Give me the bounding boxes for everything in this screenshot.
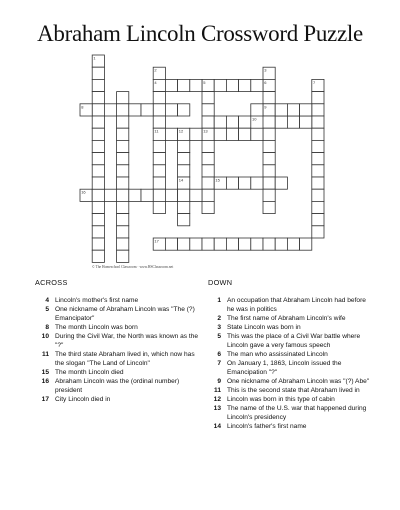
grid-cell[interactable] — [226, 79, 238, 91]
grid-cell[interactable] — [263, 165, 275, 177]
across-heading: ACROSS — [35, 278, 68, 287]
clue-number: 15 — [41, 369, 49, 376]
grid-cell[interactable] — [312, 201, 324, 213]
grid-cell[interactable] — [92, 128, 104, 140]
grid-cell[interactable] — [178, 165, 190, 177]
grid-cell[interactable] — [117, 214, 129, 226]
grid-cell[interactable] — [153, 153, 165, 165]
clue-text: The third state Abraham lived in, which now has the slogan "The Land of Lincoln" — [55, 351, 195, 367]
grid-cell[interactable] — [263, 177, 275, 189]
clue-text: City Lincoln died in — [55, 396, 111, 403]
grid-cell[interactable] — [165, 104, 177, 116]
clue-number: 17 — [41, 396, 49, 403]
clue-number: 6 — [217, 351, 221, 358]
grid-cell[interactable] — [239, 238, 251, 250]
grid-cell[interactable] — [202, 153, 214, 165]
clue-number: 16 — [41, 378, 49, 385]
grid-clue-number: 2 — [154, 67, 157, 73]
grid-cell[interactable] — [263, 189, 275, 201]
grid-cell[interactable] — [312, 116, 324, 128]
grid-cell[interactable] — [239, 79, 251, 91]
clue-item — [206, 377, 371, 386]
clue-number: 5 — [217, 333, 221, 340]
grid-cell[interactable] — [117, 189, 129, 201]
grid-cell[interactable] — [226, 177, 238, 189]
grid-cell[interactable] — [202, 104, 214, 116]
grid-cell[interactable] — [117, 250, 129, 262]
clue-number: 11 — [214, 387, 221, 394]
grid-clue-number: 5 — [203, 79, 206, 85]
grid-clue-number: 11 — [154, 128, 159, 134]
grid-cell[interactable] — [287, 116, 299, 128]
grid-cell[interactable] — [312, 214, 324, 226]
grid-cell[interactable] — [92, 104, 104, 116]
grid-cell[interactable] — [92, 214, 104, 226]
grid-cell[interactable] — [129, 104, 141, 116]
grid-cell[interactable] — [226, 238, 238, 250]
grid-cell[interactable] — [239, 128, 251, 140]
grid-cell[interactable] — [251, 128, 263, 140]
clue-number: 14 — [213, 423, 221, 430]
clue-number: 4 — [45, 297, 49, 304]
grid-cell[interactable] — [263, 201, 275, 213]
clue-number: 2 — [217, 315, 221, 322]
grid-cell[interactable] — [202, 92, 214, 104]
clue-item — [34, 323, 199, 332]
grid-cell[interactable] — [312, 128, 324, 140]
clue-item — [206, 332, 371, 350]
grid-cell[interactable] — [153, 92, 165, 104]
grid-cell[interactable] — [202, 177, 214, 189]
grid-cell[interactable] — [92, 226, 104, 238]
down-clue-list — [206, 296, 371, 431]
grid-cell[interactable] — [312, 104, 324, 116]
clue-text: On January 1, 1863, Lincoln issued the Emancipation "?" — [227, 360, 342, 376]
grid-cell[interactable] — [214, 116, 226, 128]
grid-cell[interactable] — [202, 201, 214, 213]
grid-cell[interactable] — [92, 177, 104, 189]
grid-cell[interactable] — [214, 128, 226, 140]
clue-item — [34, 395, 199, 404]
copyright-notice: © The Homeschool Classroom · www.HSClassroom.net — [92, 265, 174, 269]
clue-item — [34, 332, 199, 350]
grid-cell[interactable] — [92, 140, 104, 152]
clue-number: 1 — [217, 297, 221, 304]
grid-cell[interactable] — [165, 238, 177, 250]
grid-cell[interactable] — [165, 79, 177, 91]
grid-cell[interactable] — [117, 92, 129, 104]
grid-clue-number: 9 — [264, 104, 267, 110]
grid-cell[interactable] — [214, 238, 226, 250]
clue-text: The month Lincoln died — [55, 369, 124, 376]
grid-cell[interactable] — [153, 116, 165, 128]
grid-clue-number: 4 — [154, 79, 157, 85]
grid-cell[interactable] — [153, 140, 165, 152]
clue-text: State Lincoln was born in — [227, 324, 301, 331]
clue-item — [206, 404, 371, 422]
clue-text: During the Civil War, the North was known as the "?" — [55, 333, 199, 349]
clue-text: This was the place of a Civil War battle where Lincoln gave a very famous speech — [227, 333, 361, 349]
clue-text: An occupation that Abraham Lincoln had before he was in politics — [227, 297, 366, 313]
clue-text: Lincoln's mother's first name — [55, 297, 139, 304]
clue-item — [206, 386, 371, 395]
grid-cell[interactable] — [263, 92, 275, 104]
grid-cell[interactable] — [300, 238, 312, 250]
clue-number: 12 — [213, 396, 221, 403]
grid-cell[interactable] — [117, 104, 129, 116]
grid-cell[interactable] — [178, 140, 190, 152]
grid-cell[interactable] — [226, 116, 238, 128]
grid-cell[interactable] — [226, 128, 238, 140]
clue-text: One nickname of Abraham Lincoln was "(?) Abe" — [227, 378, 370, 385]
grid-cell[interactable] — [300, 116, 312, 128]
grid-cell[interactable] — [312, 177, 324, 189]
grid-cell[interactable] — [275, 116, 287, 128]
page-title: Abraham Lincoln Crossword Puzzle — [37, 21, 363, 46]
grid-cell[interactable] — [92, 201, 104, 213]
grid-cell[interactable] — [117, 140, 129, 152]
grid-cell[interactable] — [190, 128, 202, 140]
grid-cell[interactable] — [214, 79, 226, 91]
clue-text: The month Lincoln was born — [55, 324, 138, 331]
clue-number: 8 — [45, 324, 49, 331]
grid-clue-number: 6 — [264, 79, 267, 85]
grid-cell[interactable] — [178, 104, 190, 116]
grid-cell[interactable] — [92, 153, 104, 165]
clue-item — [206, 314, 371, 323]
grid-clue-number: 10 — [252, 116, 257, 122]
grid-cell[interactable] — [275, 104, 287, 116]
grid-cell[interactable] — [178, 238, 190, 250]
grid-cell[interactable] — [117, 116, 129, 128]
grid-cell[interactable] — [153, 177, 165, 189]
clue-number: 5 — [45, 306, 49, 313]
grid-cell[interactable] — [117, 128, 129, 140]
grid-cell[interactable] — [153, 189, 165, 201]
grid-cell[interactable] — [202, 140, 214, 152]
grid-clue-number: 1 — [93, 55, 96, 61]
grid-clue-number: 7 — [313, 79, 316, 85]
grid-cell[interactable] — [178, 189, 190, 201]
clue-item — [34, 350, 199, 368]
grid-cell[interactable] — [190, 238, 202, 250]
grid-clue-number: 17 — [154, 238, 159, 244]
grid-cell[interactable] — [117, 153, 129, 165]
clue-item — [34, 377, 199, 395]
grid-cell[interactable] — [104, 104, 116, 116]
grid-cell[interactable] — [190, 189, 202, 201]
grid-cell[interactable] — [312, 92, 324, 104]
grid-cell[interactable] — [263, 238, 275, 250]
grid-cell[interactable] — [178, 153, 190, 165]
grid-cell[interactable] — [141, 104, 153, 116]
grid-cell[interactable] — [202, 189, 214, 201]
grid-cell[interactable] — [312, 165, 324, 177]
clue-text: Lincoln was born in this type of cabin — [227, 396, 335, 403]
grid-cell[interactable] — [287, 238, 299, 250]
grid-cell[interactable] — [178, 79, 190, 91]
grid-cell[interactable] — [117, 238, 129, 250]
grid-cell[interactable] — [287, 104, 299, 116]
grid-cell[interactable] — [190, 79, 202, 91]
grid-cell[interactable] — [275, 238, 287, 250]
grid-cell[interactable] — [153, 165, 165, 177]
clue-item — [206, 296, 371, 314]
grid-clue-number: 12 — [178, 128, 184, 134]
grid-cell[interactable] — [202, 238, 214, 250]
clue-text: The first name of Abraham Lincoln's wife — [227, 315, 346, 322]
grid-cell[interactable] — [165, 189, 177, 201]
grid-cell[interactable] — [92, 79, 104, 91]
clue-item — [206, 359, 371, 377]
down-heading: DOWN — [208, 278, 233, 287]
grid-cell[interactable] — [92, 250, 104, 262]
grid-cell[interactable] — [92, 92, 104, 104]
grid-clue-number: 13 — [203, 128, 208, 134]
grid-cell[interactable] — [117, 177, 129, 189]
across-clue-list — [34, 296, 199, 404]
clue-text: This is the second state that Abraham lived in — [227, 387, 360, 394]
grid-cell[interactable] — [263, 140, 275, 152]
grid-cell[interactable] — [165, 128, 177, 140]
grid-clue-number: 16 — [81, 189, 86, 195]
grid-cell[interactable] — [251, 177, 263, 189]
grid-cell[interactable] — [251, 104, 263, 116]
clue-text: The man who assissinated Lincoln — [227, 351, 328, 358]
clue-item — [206, 395, 371, 404]
clue-item — [206, 323, 371, 332]
clue-item — [206, 422, 371, 431]
grid-cell[interactable] — [104, 189, 116, 201]
clue-item — [34, 296, 199, 305]
grid-cell[interactable] — [92, 67, 104, 79]
clue-number: 7 — [217, 360, 221, 367]
grid-cell[interactable] — [263, 116, 275, 128]
grid-cell[interactable] — [251, 79, 263, 91]
grid-cell[interactable] — [312, 153, 324, 165]
grid-cell[interactable] — [312, 189, 324, 201]
grid-clue-number: 15 — [215, 177, 220, 183]
clue-number: 10 — [41, 333, 49, 340]
grid-cell[interactable] — [202, 165, 214, 177]
grid-clue-number: 3 — [264, 67, 267, 73]
grid-cell[interactable] — [312, 140, 324, 152]
grid-cell[interactable] — [239, 116, 251, 128]
grid-cell[interactable] — [92, 165, 104, 177]
grid-cell[interactable] — [202, 116, 214, 128]
grid-cell[interactable] — [129, 189, 141, 201]
clue-number: 11 — [42, 351, 49, 358]
clue-text: The name of the U.S. war that happened during Lincoln's presidency — [227, 405, 367, 421]
grid-cell[interactable] — [117, 226, 129, 238]
clue-number: 9 — [217, 378, 221, 385]
grid-cell[interactable] — [300, 104, 312, 116]
clue-text: Lincoln's father's first name — [227, 423, 307, 430]
clue-item — [34, 305, 199, 323]
grid-cell[interactable] — [117, 165, 129, 177]
clue-text: One nickname of Abraham Lincoln was "The (?) Emancipator" — [55, 306, 195, 322]
grid-clue-number: 14 — [178, 177, 184, 183]
grid-cell[interactable] — [239, 177, 251, 189]
clue-number: 13 — [213, 405, 221, 412]
grid-cell[interactable] — [153, 201, 165, 213]
grid-clue-number: 8 — [81, 104, 84, 110]
grid-cell[interactable] — [263, 128, 275, 140]
grid-cell[interactable] — [92, 116, 104, 128]
grid-cell[interactable] — [153, 104, 165, 116]
grid-cell[interactable] — [275, 177, 287, 189]
clue-item — [34, 368, 199, 377]
clue-text: Abraham Lincoln was the (ordinal number) president — [55, 378, 180, 394]
grid-cell[interactable] — [92, 189, 104, 201]
grid-cell[interactable] — [312, 226, 324, 238]
grid-cell[interactable] — [263, 153, 275, 165]
clue-number: 3 — [217, 324, 221, 331]
grid-cell[interactable] — [251, 238, 263, 250]
grid-cell[interactable] — [178, 214, 190, 226]
grid-cell[interactable] — [92, 238, 104, 250]
clue-item — [206, 350, 371, 359]
grid-cell[interactable] — [178, 201, 190, 213]
grid-cell[interactable] — [117, 201, 129, 213]
grid-cell[interactable] — [141, 189, 153, 201]
